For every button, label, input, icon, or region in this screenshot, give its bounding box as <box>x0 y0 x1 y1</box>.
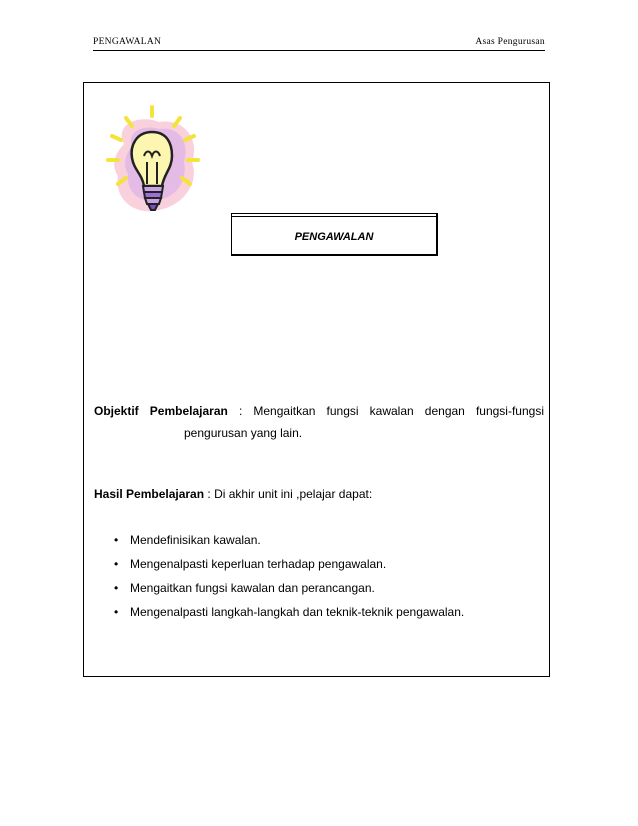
bullet-icon: • <box>114 557 119 571</box>
header-right: Asas Pengurusan <box>475 37 545 47</box>
outcomes-label: Hasil Pembelajaran <box>94 487 205 501</box>
list-item: • Mengaitkan fungsi kawalan dan perancangan. <box>114 581 375 595</box>
running-header <box>93 36 545 51</box>
objective-separator: : <box>238 404 243 418</box>
page-title: PENGAWALAN <box>294 231 374 243</box>
bullet-icon: • <box>114 605 119 619</box>
objective-text-line1: Mengaitkan fungsi kawalan dengan fungsi-fungsi <box>253 404 544 418</box>
title-box <box>231 213 438 256</box>
outcomes-intro: : Di akhir unit ini ,pelajar dapat: <box>207 487 373 501</box>
outcomes-heading <box>94 485 372 503</box>
bullet-icon: • <box>114 581 119 595</box>
outcomes-list <box>114 533 464 629</box>
objective-line1 <box>94 400 544 422</box>
list-item: • Mendefinisikan kawalan. <box>114 533 261 547</box>
objective-label: Objektif Pembelajaran <box>94 404 228 418</box>
lightbulb-icon <box>104 104 208 224</box>
bullet-icon: • <box>114 533 119 547</box>
list-item: • Mengenalpasti langkah-langkah dan teknik-teknik pengawalan. <box>114 605 465 619</box>
list-item: • Mengenalpasti keperluan terhadap pengawalan. <box>114 557 387 571</box>
header-left: PENGAWALAN <box>93 37 162 47</box>
objective-text-line2: pengurusan yang lain. <box>184 426 303 440</box>
